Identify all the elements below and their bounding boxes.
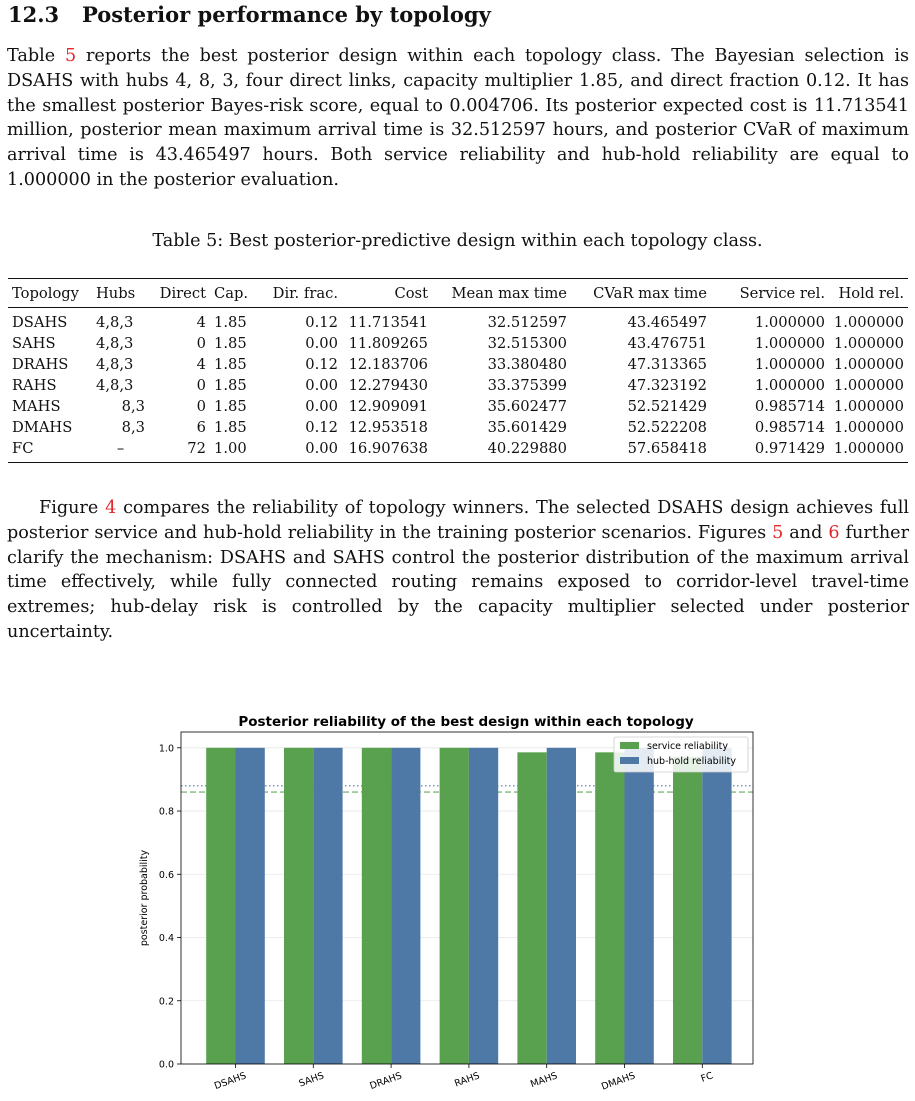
bar-service-reliability [206, 748, 235, 1064]
table-cell: 12.279430 [348, 377, 428, 394]
y-tick-label: 1.0 [158, 743, 174, 755]
table-cell: 1.85 [214, 377, 247, 394]
table-header-row [8, 279, 908, 308]
y-tick-label: 0.0 [158, 1059, 174, 1071]
table-cell: 0.00 [305, 398, 338, 415]
table-cell: 12.953518 [348, 419, 428, 436]
table-cell: 0 [196, 335, 206, 352]
figure-reference-link[interactable]: 6 [828, 522, 840, 543]
y-tick-label: 0.2 [158, 996, 174, 1008]
section-title: Posterior performance by topology [82, 2, 491, 27]
table-cell: 33.380480 [487, 356, 567, 373]
legend-swatch-hold [620, 757, 639, 764]
table-cell: 1.000000 [754, 377, 825, 394]
x-tick-label: SAHS [297, 1070, 326, 1090]
bar-service-reliability [673, 757, 702, 1064]
table-cell: RAHS [12, 377, 57, 394]
table-cell: 32.515300 [487, 335, 567, 352]
table-cell: 0.00 [305, 377, 338, 394]
x-tick-label: DRAHS [368, 1070, 404, 1093]
paragraph-text: reports the best posterior design within each topology class. The Bayesian selection is DSAHS with hubs 4, 8, 3, four direct links, capacity multiplier 1.85, and direct fraction 0.12. It has the smallest posterior Bayes-risk score, equal to 0.004706. Its posterior expected cost is 11.713541 million, posterior mean maximum arrival time is 32.512597 hours, and posterior CVaR of maximum arrival time is 43.465497 hours. Both service reliability and hub-hold reliability are equal to 1.000000 in the posterior evaluation. [7, 46, 909, 190]
legend-label-hold: hub-hold reliability [647, 756, 736, 767]
col-header: Service rel. [739, 284, 825, 302]
bar-hub-hold-reliability [469, 748, 498, 1064]
x-tick-label: MAHS [529, 1070, 560, 1091]
chart-legend [614, 737, 748, 772]
figure-reference-link[interactable]: 4 [105, 498, 117, 518]
table-cell: 0.00 [305, 440, 338, 457]
paragraph-text: compares the reliability of topology winners. The selected DSAHS design achieves full posterior service and hub-hold reliability in the training posterior scenarios. Figures [7, 498, 909, 543]
table-caption: Table 5: Best posterior-predictive design within each topology class. [152, 231, 763, 251]
y-tick-label: 0.8 [158, 806, 174, 818]
results-table [8, 278, 908, 463]
table-cell: 1.85 [214, 335, 247, 352]
col-header: Hold rel. [838, 284, 904, 302]
table-cell: 0.971429 [754, 440, 825, 457]
table-cell: 12.183706 [348, 356, 428, 373]
table-reference-link[interactable]: 5 [64, 46, 77, 66]
chart-title: Posterior reliability of the best design within each topology [238, 714, 694, 730]
bar-hub-hold-reliability [625, 748, 654, 1064]
paragraph-text: and [783, 522, 829, 543]
legend-swatch-service [620, 742, 639, 749]
table-cell: 40.229880 [487, 440, 567, 457]
reliability-chart [135, 705, 765, 1101]
legend-label-service: service reliability [647, 741, 728, 752]
section-heading [8, 2, 491, 27]
table-cell: DMAHS [12, 419, 73, 436]
table-cell: 1.00 [214, 440, 247, 457]
table-cell: 4,8,3 [96, 335, 134, 352]
table-cell: 11.713541 [348, 314, 428, 331]
table-cell: 1.85 [214, 356, 247, 373]
col-header: Mean max time [451, 284, 567, 302]
table-cell: 1.000000 [754, 335, 825, 352]
table-cell: 1.000000 [833, 356, 904, 373]
table-cell: 1.000000 [833, 419, 904, 436]
col-header: Cost [394, 284, 428, 302]
table-cell: 4 [196, 314, 206, 331]
table-cell: 0.12 [305, 314, 338, 331]
table-cell: 11.809265 [348, 335, 428, 352]
table-cell: 8,3 [121, 398, 145, 415]
col-header: CVaR max time [593, 284, 707, 302]
table-cell: 43.465497 [627, 314, 707, 331]
bar-service-reliability [517, 752, 546, 1064]
table-cell: 1.000000 [833, 398, 904, 415]
x-tick-label: DSAHS [212, 1070, 248, 1093]
x-tick-label: FC [699, 1070, 715, 1085]
x-tick-label: DMAHS [599, 1070, 637, 1093]
table-cell: 35.601429 [487, 419, 567, 436]
paragraph-intro [7, 44, 909, 193]
table-cell: 4,8,3 [96, 377, 134, 394]
bar-service-reliability [595, 752, 624, 1064]
table-row [8, 333, 908, 354]
table-cell: 4,8,3 [96, 356, 134, 373]
table-cell: 0.985714 [754, 419, 825, 436]
table-cell: 0 [196, 398, 206, 415]
table-cell: 1.000000 [833, 335, 904, 352]
bar-hub-hold-reliability [702, 748, 731, 1064]
table-cell: 57.658418 [627, 440, 707, 457]
table-row [8, 354, 908, 375]
table-cell: 33.375399 [487, 377, 567, 394]
table-row [8, 375, 908, 396]
bar-hub-hold-reliability [391, 748, 420, 1064]
table-cell: 4,8,3 [96, 314, 134, 331]
table-cell: 0.12 [305, 356, 338, 373]
table-cell: 47.313365 [627, 356, 707, 373]
table-cell: 43.476751 [627, 335, 707, 352]
table-cell: 1.85 [214, 419, 247, 436]
table-cell: 6 [196, 419, 206, 436]
table-cell: 1.000000 [754, 314, 825, 331]
y-tick-label: 0.4 [158, 933, 174, 945]
col-header: Cap. [214, 284, 249, 302]
table-cell: 35.602477 [487, 398, 567, 415]
table-cell: 16.907638 [348, 440, 428, 457]
paragraph-text: further clarify the mechanism: DSAHS and SAHS control the posterior distribution of the maximum arrival time effectively, while fully connected routing remains exposed to corridor-level travel-time extremes; hub-delay risk is controlled by the capacity multiplier selected under posterior uncertainty. [7, 522, 909, 642]
table-cell: 32.512597 [487, 314, 567, 331]
table-cell: 0.00 [305, 335, 338, 352]
table-cell: 12.909091 [348, 398, 428, 415]
table-cell: 72 [187, 440, 206, 457]
col-header: Dir. frac. [272, 284, 338, 302]
table-cell: SAHS [12, 335, 56, 352]
section-number: 12.3 [8, 2, 60, 27]
table-cell: MAHS [12, 398, 61, 415]
reliability-chart-svg [135, 705, 765, 1101]
table-cell: – [116, 440, 125, 457]
paragraph-text: Table [7, 46, 65, 66]
table-cell: 47.323192 [627, 377, 707, 394]
table-cell: 4 [196, 356, 206, 373]
bar-hub-hold-reliability [236, 748, 265, 1064]
table-cell: 52.522208 [627, 419, 707, 436]
table-cell: 0 [196, 377, 206, 394]
table-cell: FC [12, 440, 34, 457]
table-cell: 1.000000 [754, 356, 825, 373]
table-row [8, 438, 908, 463]
bar-service-reliability [284, 748, 313, 1064]
table-cell: 52.521429 [627, 398, 707, 415]
x-tick-label: RAHS [453, 1070, 482, 1090]
table-cell: 1.85 [214, 314, 247, 331]
col-header: Hubs [96, 284, 136, 302]
bar-service-reliability [362, 748, 391, 1064]
col-header: Direct [159, 284, 206, 302]
table-cell: 1.000000 [833, 314, 904, 331]
table-row [8, 417, 908, 438]
col-header: Topology [12, 284, 79, 302]
bar-service-reliability [440, 748, 469, 1064]
figure-reference-link[interactable]: 5 [772, 522, 784, 543]
table-cell: 1.000000 [833, 440, 904, 457]
y-axis-label: posterior probability [139, 849, 150, 947]
table-row [8, 308, 908, 334]
table-cell: 1.000000 [833, 377, 904, 394]
table-cell: 8,3 [121, 419, 145, 436]
table-cell: DSAHS [12, 314, 68, 331]
y-tick-label: 0.6 [158, 869, 174, 881]
table-cell: 1.85 [214, 398, 247, 415]
table-row [8, 396, 908, 417]
table-cell: 0.985714 [754, 398, 825, 415]
paragraph-text: Figure [39, 498, 106, 518]
table-cell: 0.12 [305, 419, 338, 436]
table-cell: DRAHS [12, 356, 69, 373]
paragraph-figures [7, 496, 909, 645]
bar-hub-hold-reliability [313, 748, 342, 1064]
bar-hub-hold-reliability [547, 748, 576, 1064]
